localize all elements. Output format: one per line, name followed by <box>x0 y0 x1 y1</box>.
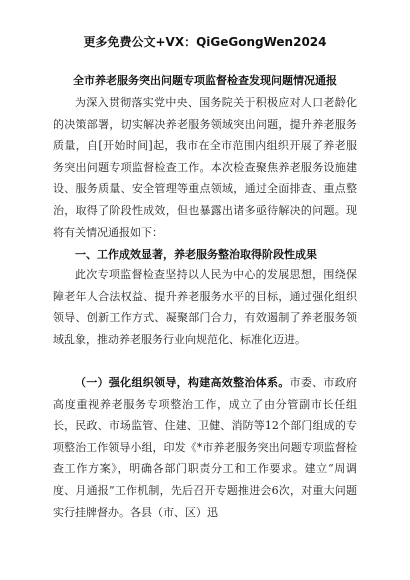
watermark-header: 更多免费公文+VX：QiGeGongWen2024 <box>83 35 327 49</box>
subsection-1-paragraph <box>53 372 357 523</box>
document-title: 全市养老服务突出问题专项监督检查发现问题情况通报 <box>73 74 337 87</box>
subsection-1-text: 市委、市政府高度重视养老服务专项整治工作，成立了由分管副市长任组长，民政、市场监管、住建、卫健、消防等12个部门组成的专项整治工作领导小组，印发《*市养老服务突出问题专项监督检查工作方案》，明确各部门职责分工和工作要求。建立“周调度、月通报”工作机制，先后召开专题推进会6次，对重大问题实行挂牌督办。各县（市、区）迅 <box>53 376 358 519</box>
intro-paragraph: 为深入贯彻落实党中央、国务院关于积极应对人口老龄化的决策部署，切实解决养老服务领域突出问题，提升养老服务质量，自[开始时间]起，我市在全市范围内组织开展了养老服务突出问题专项监督检查工作。本次检查聚焦养老服务设施建设、服务质量、安全管理等重点领域，通过全面排查、重点整治，取得了阶段性成效，但也暴露出诸多亟待解决的问题。现将有关情况通报如下： <box>53 96 357 239</box>
subsection-1-lead: （一）强化组织领导，构建高效整治体系。 <box>75 376 290 389</box>
section-1-paragraph: 此次专项监督检查坚持以人民为中心的发展思想，围绕保障老年人合法权益、提升养老服务水平的目标，通过强化组织领导、创新工作方式、凝聚部门合力，有效遏制了养老服务领域乱象，推动养老服务行业向规范化、标准化迈进。 <box>53 268 357 346</box>
section-heading-1: 一、工作成效显著，养老服务整治取得阶段性成果 <box>75 248 317 261</box>
